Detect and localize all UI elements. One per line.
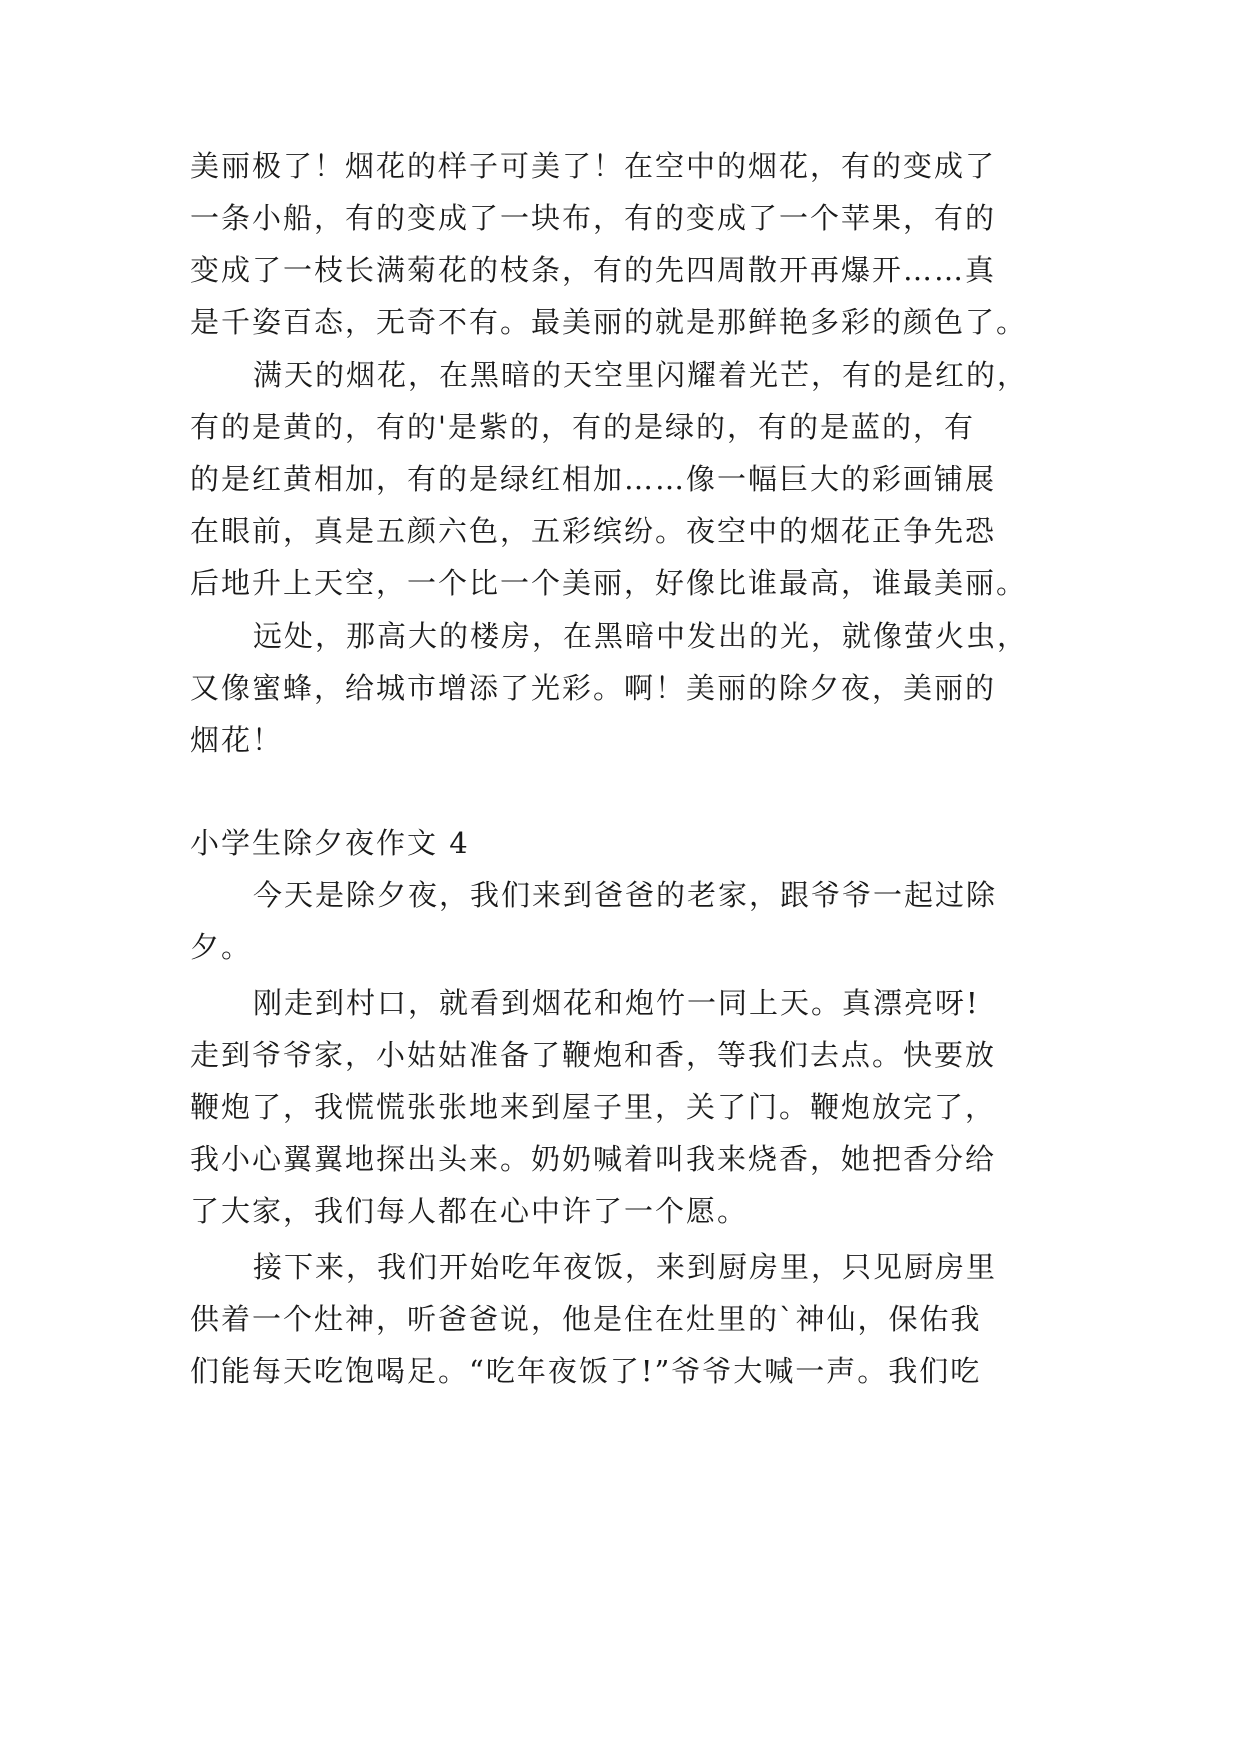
text-line: 变成了一枝长满菊花的枝条，有的先四周散开再爆开……真: [190, 253, 997, 287]
text-line: 们能每天吃饱喝足。“吃年夜饭了!”爷爷大喊一声。我们吃: [190, 1354, 982, 1388]
text-line: 刚走到村口，就看到烟花和炮竹一同上天。真漂亮呀!: [253, 986, 980, 1020]
text-line: 在眼前，真是五颜六色，五彩缤纷。夜空中的烟花正争先恐: [190, 514, 997, 548]
text-line: 远处，那高大的楼房，在黑暗中发出的光，就像萤火虫，: [253, 619, 1029, 653]
text-line: 一条小船，有的变成了一块布，有的变成了一个苹果，有的: [190, 201, 997, 235]
text-line: 供着一个灶神，听爸爸说，他是住在灶里的`神仙，保佑我: [190, 1302, 982, 1336]
text-line: 接下来，我们开始吃年夜饭，来到厨房里，只见厨房里: [253, 1250, 998, 1284]
section-heading: 小学生除夕夜作文 4: [190, 826, 470, 860]
text-line: 今天是除夕夜，我们来到爸爸的老家，跟爷爷一起过除: [253, 878, 998, 912]
text-line: 鞭炮了，我慌慌张张地来到屋子里，关了门。鞭炮放完了，: [190, 1090, 997, 1124]
text-line: 夕。: [190, 930, 253, 964]
text-line: 有的是黄的，有的'是紫的，有的是绿的，有的是蓝的，有: [190, 410, 975, 444]
text-line: 后地升上天空，一个比一个美丽，好像比谁最高，谁最美丽。: [190, 566, 1028, 600]
text-line: 我小心翼翼地探出头来。奶奶喊着叫我来烧香，她把香分给: [190, 1142, 997, 1176]
text-line: 是千姿百态，无奇不有。最美丽的就是那鲜艳多彩的颜色了。: [190, 305, 1028, 339]
text-line: 了大家，我们每人都在心中许了一个愿。: [190, 1194, 749, 1228]
text-line: 满天的烟花，在黑暗的天空里闪耀着光芒，有的是红的，: [253, 358, 1029, 392]
text-line: 美丽极了！烟花的样子可美了！在空中的烟花，有的变成了: [190, 149, 997, 183]
text-line: 又像蜜蜂，给城市增添了光彩。啊！美丽的除夕夜，美丽的: [190, 671, 997, 705]
text-line: 的是红黄相加，有的是绿红相加……像一幅巨大的彩画铺展: [190, 462, 997, 496]
text-line: 走到爷爷家，小姑姑准备了鞭炮和香，等我们去点。快要放: [190, 1038, 997, 1072]
text-line: 烟花！: [190, 723, 284, 757]
